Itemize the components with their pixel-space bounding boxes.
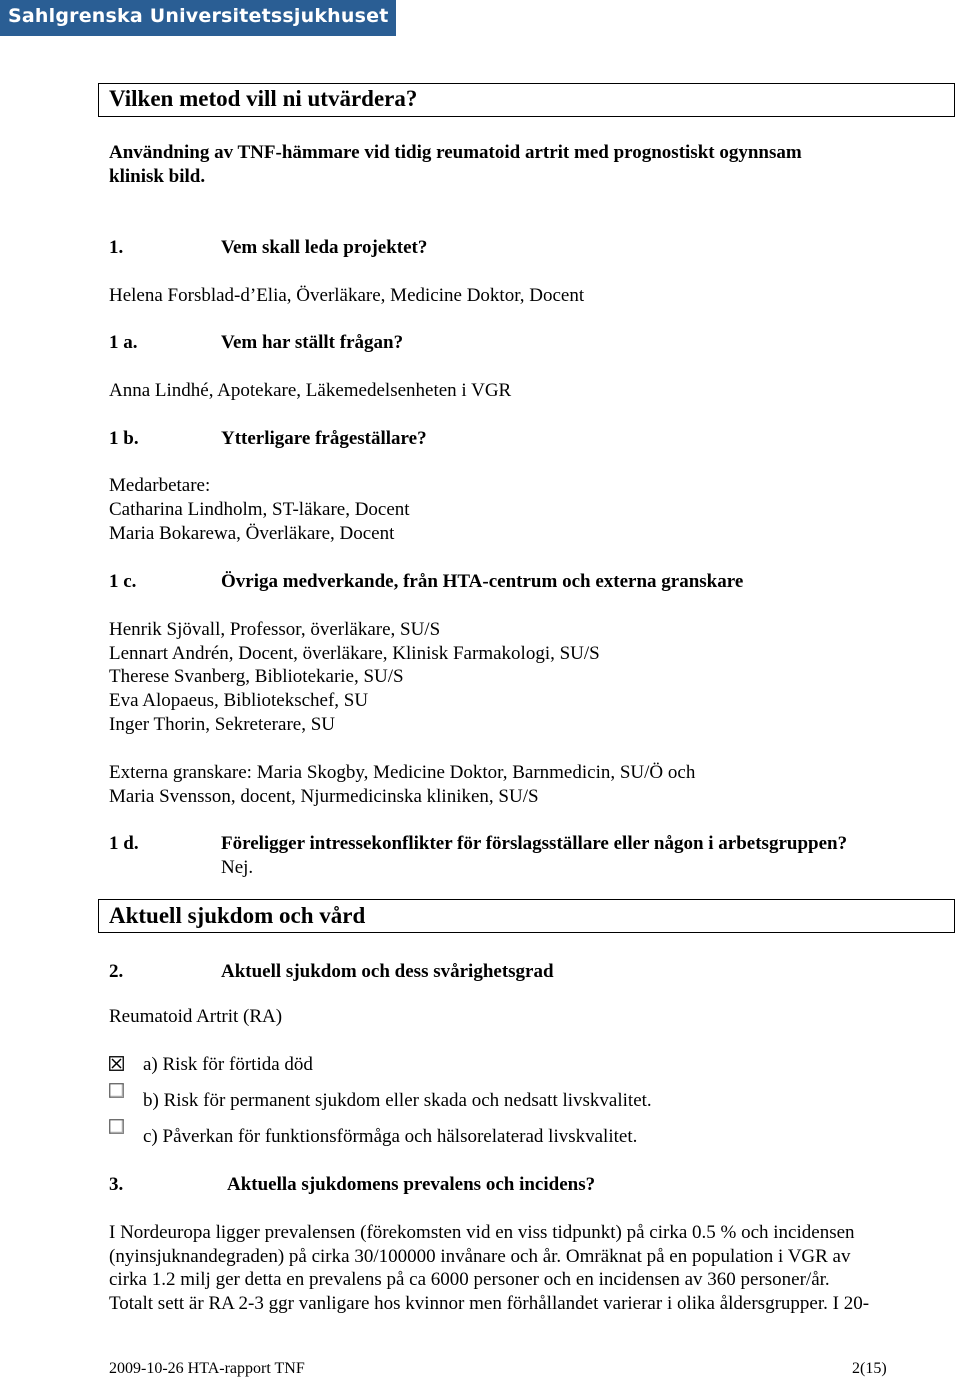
answer-text: Anna Lindhé, Apotekare, Läkemedelsenheten i VGR	[109, 380, 512, 401]
member-line: Therese Svanberg, Bibliotekarie, SU/S	[109, 666, 404, 687]
page-number: 2(15)	[852, 1360, 887, 1377]
external-reviewers-line: Externa granskare: Maria Skogby, Medicine Doktor, Barnmedicin, SU/Ö och	[109, 762, 696, 783]
question-label: Övriga medverkande, från HTA-centrum och externa granskare	[221, 571, 744, 592]
question-label: Föreligger intressekonflikter för förslagsställare eller någon i arbetsgruppen?	[221, 833, 848, 854]
question-label: Ytterligare frågeställare?	[221, 428, 427, 449]
paragraph-line: (nyinsjuknandegraden) på cirka 30/100000 invånare och år. Omräknat på en population i VGR av	[109, 1246, 851, 1267]
checkbox-label: b) Risk för permanent sjukdom eller skada och nedsatt livskvalitet.	[143, 1090, 652, 1111]
answer-line: Medarbetare:	[109, 475, 211, 496]
paragraph-line: I Nordeuropa ligger prevalensen (förekomsten vid en viss tidpunkt) på cirka 0.5 % och incidensen	[109, 1222, 855, 1243]
member-line: Henrik Sjövall, Professor, överläkare, SU/S	[109, 619, 441, 640]
paragraph-line: cirka 1.2 milj ger detta en prevalens på ca 6000 personer och en incidensen av 360 personer/år.	[109, 1269, 830, 1290]
banner-title: Sahlgrenska Universitetssjukhuset	[8, 5, 389, 27]
question-number: 1 c.	[109, 571, 137, 592]
footer-date-title: 2009-10-26 HTA-rapport TNF	[109, 1360, 305, 1377]
checkbox-unchecked[interactable]	[109, 1083, 124, 1098]
question-label: Aktuell sjukdom och dess svårighetsgrad	[221, 961, 554, 982]
question-number: 1.	[109, 237, 124, 258]
hospital-banner	[0, 0, 396, 36]
checkbox-checked[interactable]	[109, 1056, 124, 1071]
question-number: 1 d.	[109, 833, 139, 854]
question-number: 1 a.	[109, 332, 138, 353]
question-label: Aktuella sjukdomens prevalens och incidens?	[227, 1174, 596, 1195]
answer-text: Nej.	[221, 857, 254, 878]
answer-line: Catharina Lindholm, ST-läkare, Docent	[109, 499, 410, 520]
external-reviewers-line: Maria Svensson, docent, Njurmedicinska kliniken, SU/S	[109, 786, 539, 807]
answer-text: Reumatoid Artrit (RA)	[109, 1006, 283, 1027]
checkbox-label: a) Risk för förtida död	[143, 1054, 313, 1075]
answer-text: Helena Forsblad-d’Elia, Överläkare, Medicine Doktor, Docent	[109, 285, 585, 306]
question-label: Vem har ställt frågan?	[221, 332, 404, 353]
section-heading: Vilken metod vill ni utvärdera?	[109, 86, 418, 111]
member-line: Eva Alopaeus, Bibliotekschef, SU	[109, 690, 369, 711]
member-line: Lennart Andrén, Docent, överläkare, Klinisk Farmakologi, SU/S	[109, 643, 600, 664]
paragraph-line: Totalt sett är RA 2-3 ggr vanligare hos kvinnor men förhållandet varierar i olika åldersgrupper. I 20-	[109, 1293, 870, 1314]
question-number: 1 b.	[109, 428, 139, 449]
section-heading-box	[98, 899, 955, 933]
checkbox-unchecked[interactable]	[109, 1119, 124, 1134]
question-number: 2.	[109, 961, 124, 982]
checkbox-label: c) Påverkan för funktionsförmåga och hälsorelaterad livskvalitet.	[143, 1126, 638, 1147]
question-label: Vem skall leda projektet?	[221, 237, 428, 258]
answer-line: Maria Bokarewa, Överläkare, Docent	[109, 523, 395, 544]
section-heading: Aktuell sjukdom och vård	[109, 903, 366, 928]
section-heading-box	[98, 83, 955, 117]
method-line-1: Användning av TNF-hämmare vid tidig reumatoid artrit med prognostiskt ogynnsam	[109, 142, 802, 163]
method-line-2: klinisk bild.	[109, 166, 206, 187]
question-number: 3.	[109, 1174, 124, 1195]
member-line: Inger Thorin, Sekreterare, SU	[109, 714, 335, 735]
